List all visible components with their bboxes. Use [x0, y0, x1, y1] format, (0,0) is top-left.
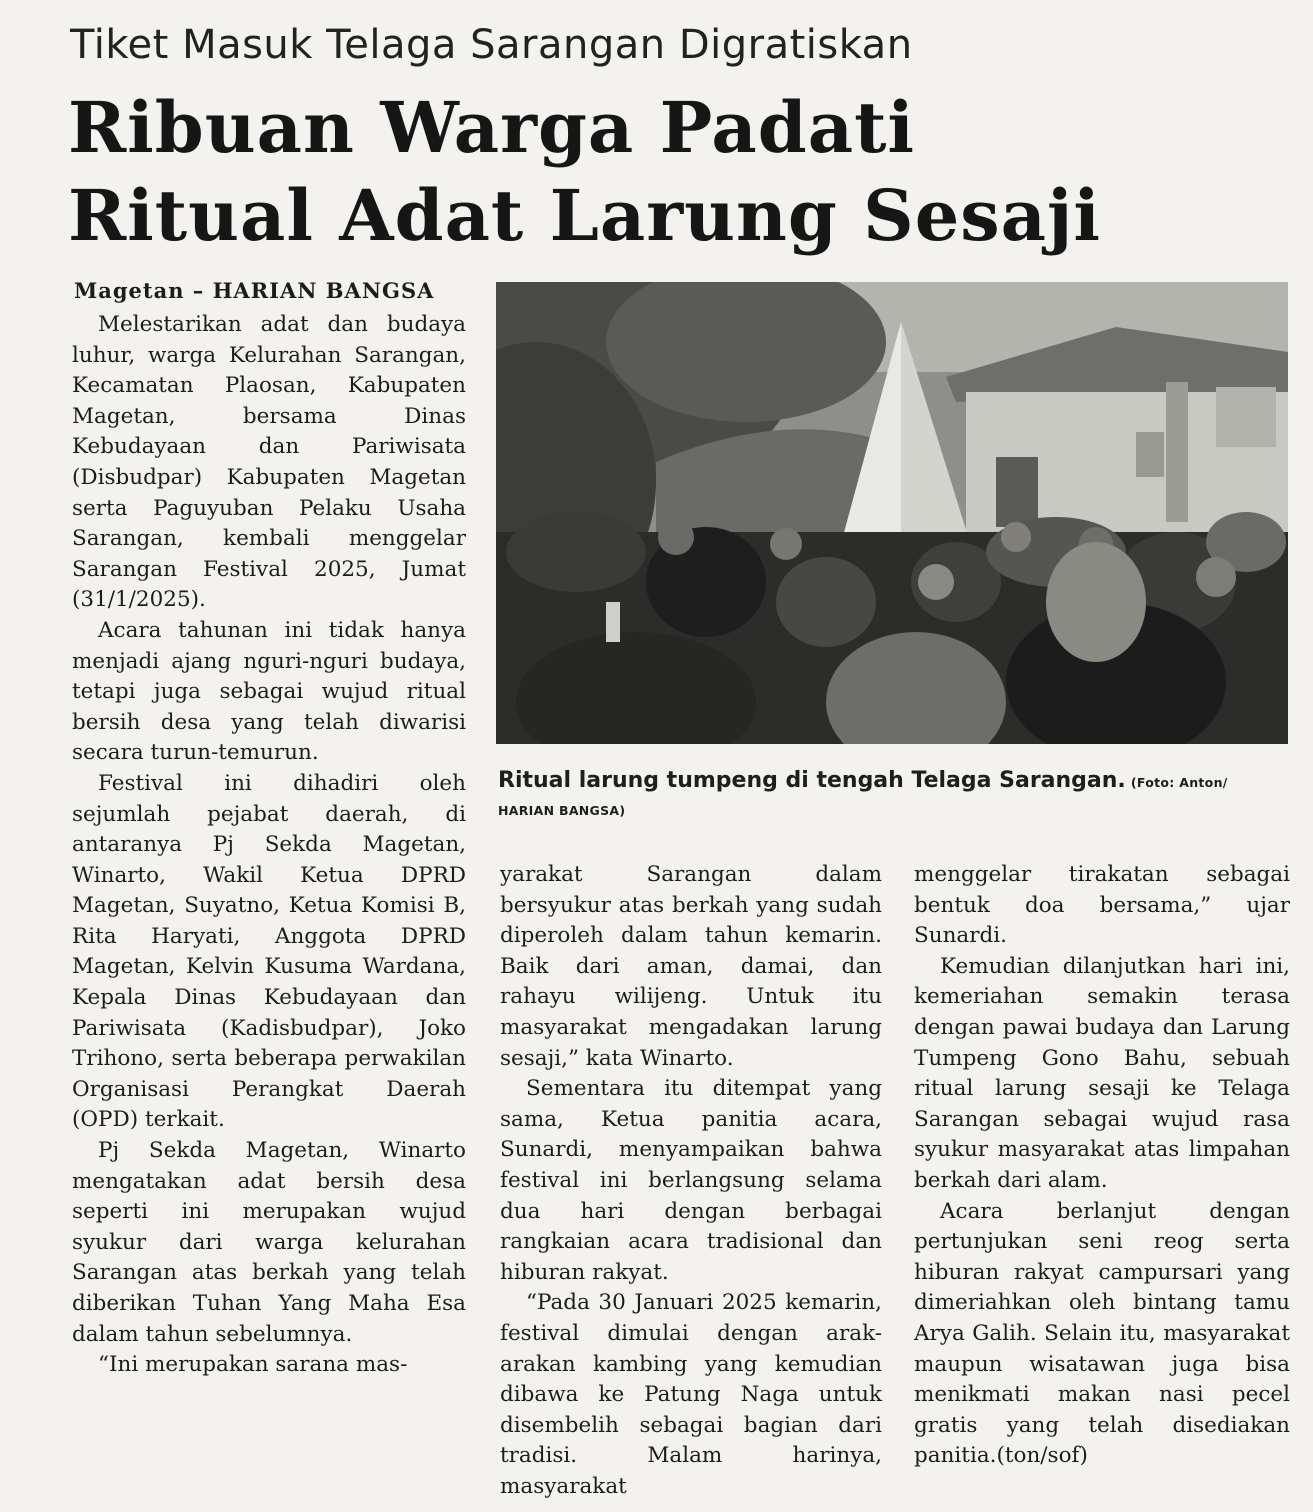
paragraph: Sementara itu ditempat yang sama, Ketua panitia acara, Sunardi, menyampaikan bahwa festival ini berlangsung selama dua hari dengan berbagai rangkaian acara tradisional dan hiburan rakyat.	[500, 1076, 882, 1285]
headline-line-2: Ritual Adat Larung Sesaji	[68, 174, 1101, 257]
news-photo	[496, 282, 1288, 744]
paragraph: Melestarikan adat dan budaya luhur, warga Kelurahan Sarangan, Kecamatan Plaosan, Kabupaten Magetan, bersama Dinas Kebudayaan dan Pariwisata (Disbudpar) Kabupaten Magetan serta Paguyuban Pelaku Usaha Sarangan, kembali menggelar Sarangan Festival 2025, Jumat (31/1/2025).	[72, 312, 466, 613]
paragraph: Pj Sekda Magetan, Winarto mengatakan adat bersih desa seperti ini merupakan wujud syukur dari warga kelurahan Sarangan atas berkah yang telah diberikan Tuhan Yang Maha Esa dalam tahun sebelumnya.	[72, 1138, 466, 1347]
paragraph: menggelar tirakatan sebagai bentuk doa bersama,” ujar Sunardi.	[914, 862, 1290, 949]
paragraph: Kemudian dilanjutkan hari ini, kemeriahan semakin terasa dengan pawai budaya dan Larung Tumpeng Gono Bahu, sebuah ritual larung sesaji ke Telaga Sarangan sebagai wujud rasa syukur masyarakat atas limpahan berkah dari alam.	[914, 953, 1290, 1193]
headline-line-1: Ribuan Warga Padati	[68, 86, 916, 169]
article-column-1	[72, 310, 466, 1381]
paragraph: yarakat Sarangan dalam bersyukur atas berkah yang sudah diperoleh dalam tahun kemarin. Baik dari aman, damai, dan rahayu wilijeng. Untuk itu masyarakat mengadakan larung sesaji,” kata Winarto.	[500, 862, 882, 1071]
article-column-3	[914, 860, 1290, 1472]
paragraph: Acara tahunan ini tidak hanya menjadi ajang nguri-nguri budaya, tetapi juga sebagai wujud ritual bersih desa yang telah diwarisi secara turun-temurun.	[72, 617, 466, 766]
photo-credit-line-2: HARIAN BANGSA)	[498, 803, 626, 818]
kicker: Tiket Masuk Telaga Sarangan Digratiskan	[70, 22, 913, 68]
caption-text: Ritual larung tumpeng di tengah Telaga Sarangan.	[498, 768, 1126, 793]
headline	[68, 84, 1268, 260]
article-column-2	[500, 860, 882, 1502]
paragraph: “Pada 30 Januari 2025 kemarin, festival dimulai dengan arak-arakan kambing yang kemudian dibawa ke Patung Naga untuk disembelih sebagai bagian dari tradisi. Malam harinya, masyarakat	[500, 1290, 882, 1499]
photo-caption	[498, 768, 1288, 818]
photo-credit: (Foto: Anton/	[1130, 775, 1228, 790]
dateline: Magetan – HARIAN BANGSA	[74, 278, 435, 303]
paragraph: Acara berlanjut dengan pertunjukan seni reog serta hiburan rakyat campursari yang dimeriahkan oleh bintang tamu Arya Galih. Selain itu, masyarakat maupun wisatawan juga bisa menikmati makan nasi pecel gratis yang telah disediakan panitia.(ton/sof)	[914, 1198, 1290, 1469]
paragraph: Festival ini dihadiri oleh sejumlah pejabat daerah, di antaranya Pj Sekda Magetan, Winarto, Wakil Ketua DPRD Magetan, Suyatno, Ketua Komisi B, Rita Haryati, Anggota DPRD Magetan, Kelvin Kusuma Wardana, Kepala Dinas Kebudayaan dan Pariwisata (Kadisbudpar), Joko Trihono, serta beberapa perwakilan Organisasi Perangkat Daerah (OPD) terkait.	[72, 770, 466, 1133]
photo-illustration	[496, 282, 1288, 744]
paragraph: “Ini merupakan sarana mas-	[98, 1352, 408, 1378]
